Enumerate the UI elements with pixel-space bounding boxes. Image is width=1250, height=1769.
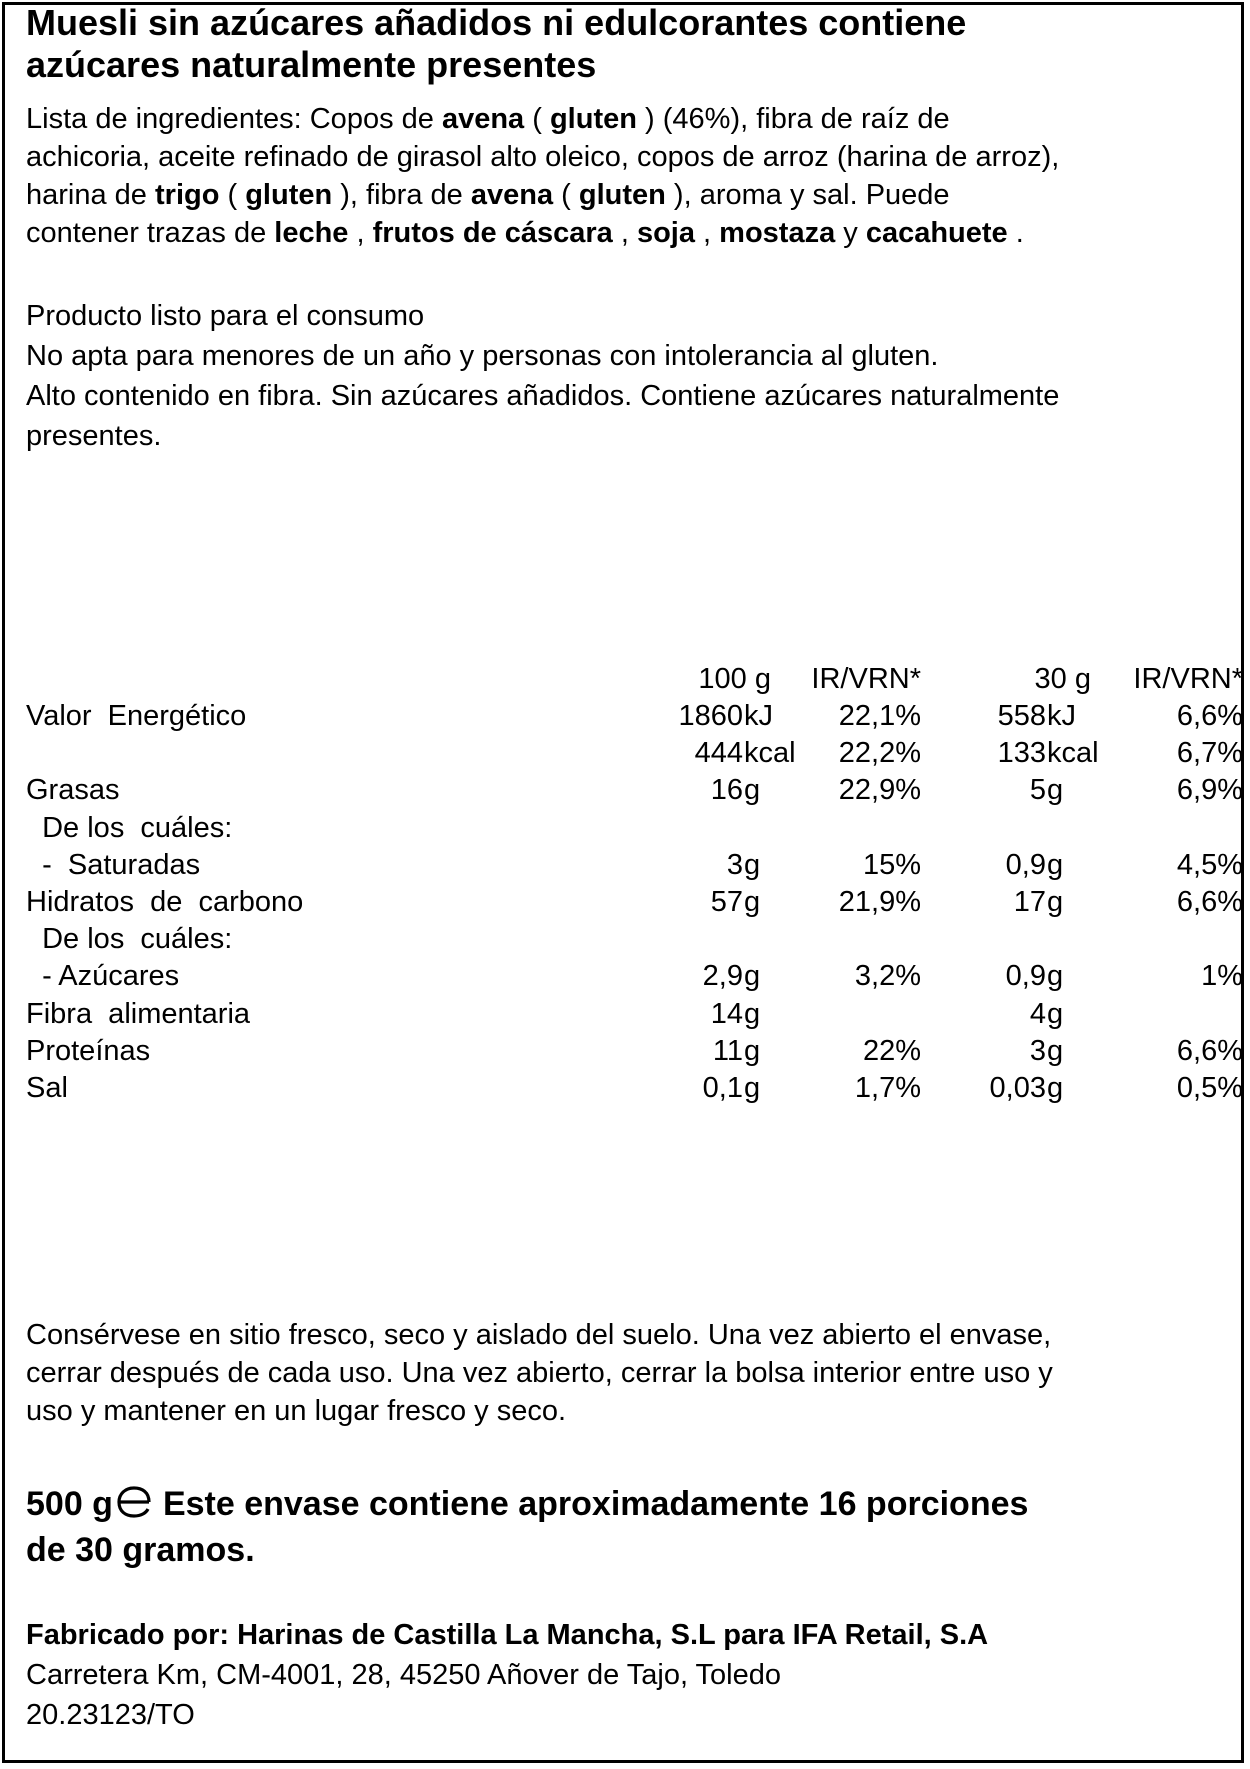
header-per-100g: 100 g <box>698 663 771 695</box>
portions-text-cont: de 30 gramos. <box>26 1531 255 1569</box>
estimated-sign-icon <box>115 1485 153 1519</box>
nutrition-row <box>26 958 1243 995</box>
value-100g: 1860 <box>678 700 743 732</box>
ir-30g: 0,5% <box>1176 1072 1243 1104</box>
note-ready: Producto listo para el consumo <box>26 300 425 332</box>
storage-instructions: Consérvese en sitio fresco, seco y aislado del suelo. Una vez abierto el envase, cerrar después de cada uso. Una vez abierto, cerrar la bolsa interior entre uso y uso y mantener en un lugar fresco y seco. <box>26 1319 1053 1427</box>
ir-30g: 6,9% <box>1176 774 1243 807</box>
registry-number: 20.23123/TO <box>26 1699 195 1731</box>
unit-30g: g <box>1047 997 1064 1030</box>
unit-100g: g <box>744 886 761 918</box>
ingredients-list: Lista de ingredientes: Copos de avena ( gluten ) (46%), fibra de raíz de achicoria, aceite refinado de girasol alto oleico, copos de arroz (harina de arroz), harina de trigo ( gluten ), fibra de avena ( gluten ), aroma y sal. Puede contener trazas de leche , frutos de cáscara , soja , mostaza y cacahuete . <box>26 103 1060 249</box>
nutrition-row <box>26 996 1226 1033</box>
value-30g: 3 <box>1029 1034 1046 1067</box>
product-notes <box>26 296 1059 456</box>
manufacturer-info <box>26 1615 988 1735</box>
unit-100g: g <box>744 960 761 993</box>
nutrition-header-row <box>26 661 1243 698</box>
header-per-30g: 30 g <box>1034 663 1091 695</box>
ir-30g <box>1091 810 1243 847</box>
nutrient-label: - Saturadas <box>26 848 201 881</box>
unit-100g: g <box>744 997 761 1030</box>
ir-30g: 1% <box>1201 960 1243 993</box>
nutrient-label: Grasas <box>26 774 120 807</box>
header-ir-100g: IR/VRN* <box>811 663 921 695</box>
ir-100g: 22,1% <box>838 700 921 732</box>
unit-100g: g <box>744 1034 761 1067</box>
value-100g: 444 <box>694 737 743 770</box>
header-ir-30g: IR/VRN* <box>1133 663 1243 695</box>
nutrition-row <box>26 1033 1243 1070</box>
value-100g: 14 <box>710 997 743 1030</box>
nutrient-label: Sal <box>26 1072 68 1104</box>
nutrient-label: Hidratos de carbono <box>26 886 304 918</box>
ir-100g: 15% <box>862 848 921 881</box>
unit-30g: g <box>1047 886 1064 918</box>
value-30g: 0,03 <box>989 1072 1046 1104</box>
ir-30g: 6,6% <box>1176 886 1243 918</box>
value-30g: 5 <box>1029 774 1046 807</box>
ir-100g: 1,7% <box>854 1072 921 1104</box>
value-30g: 17 <box>1013 886 1046 918</box>
net-weight: 500 g <box>26 1485 113 1523</box>
unit-30g: kJ <box>1047 700 1076 732</box>
unit-100g: kJ <box>744 700 773 732</box>
ir-30g: 6,6% <box>1176 1034 1243 1067</box>
unit-100g: g <box>744 1072 761 1104</box>
ir-100g <box>766 921 921 958</box>
ir-100g <box>766 810 921 847</box>
nutrition-row <box>26 810 1226 847</box>
unit-30g: g <box>1047 960 1064 993</box>
unit-30g: g <box>1047 848 1064 881</box>
nutrient-label: Proteínas <box>26 1034 151 1067</box>
ir-30g: 6,7% <box>1176 737 1243 770</box>
ir-30g: 4,5% <box>1176 848 1243 881</box>
note-fibre: Alto contenido en fibra. Sin azúcares añadidos. Contiene azúcares naturalmente <box>26 380 1060 412</box>
ir-100g: 3,2% <box>854 960 921 993</box>
nutrient-label: De los cuáles: <box>26 923 233 956</box>
nutrition-row <box>26 921 1226 958</box>
nutrition-row <box>26 735 1243 772</box>
unit-30g: g <box>1047 774 1064 807</box>
nutrition-row <box>26 847 1243 884</box>
unit-30g: kcal <box>1047 737 1099 770</box>
nutrient-label: Valor Energético <box>26 700 247 732</box>
ir-100g: 21,9% <box>838 886 921 918</box>
value-30g: 133 <box>997 737 1046 770</box>
value-100g: 2,9 <box>702 960 743 993</box>
value-30g <box>926 810 1046 847</box>
value-30g: 0,9 <box>1005 960 1046 993</box>
unit-30g: g <box>1047 1072 1064 1104</box>
unit-30g: g <box>1047 1034 1064 1067</box>
ir-30g <box>1091 921 1243 958</box>
value-30g <box>926 921 1046 958</box>
value-100g: 57 <box>710 886 743 918</box>
portions-text: Este envase contiene aproximadamente 16 porciones <box>162 1485 1029 1523</box>
value-100g: 11 <box>712 1034 743 1067</box>
value-30g: 558 <box>997 700 1046 732</box>
note-not-suitable: No apta para menores de un año y personas con intolerancia al gluten. <box>26 340 939 372</box>
nutrient-label: Fibra alimentaria <box>26 997 251 1030</box>
value-30g: 0,9 <box>1005 848 1046 881</box>
value-100g <box>606 921 743 958</box>
ir-100g: 22,9% <box>838 774 921 807</box>
value-30g: 4 <box>1029 997 1046 1030</box>
nutrient-label: - Azúcares <box>26 960 180 993</box>
ir-100g <box>766 996 921 1033</box>
package-info <box>26 1481 1028 1573</box>
note-fibre-cont: presentes. <box>26 420 162 452</box>
value-100g: 16 <box>710 774 743 807</box>
unit-100g: g <box>744 848 761 881</box>
nutrient-label: De los cuáles: <box>26 811 233 844</box>
ir-100g: 22% <box>862 1034 921 1067</box>
nutrition-row <box>26 772 1243 809</box>
value-100g: 0,1 <box>702 1072 743 1104</box>
manufacturer-address: Carretera Km, CM-4001, 28, 45250 Añover de Tajo, Toledo <box>26 1659 781 1691</box>
nutrition-row <box>26 698 1243 735</box>
ir-100g: 22,2% <box>838 737 921 770</box>
unit-100g: g <box>744 774 761 807</box>
ir-30g: 6,6% <box>1176 700 1243 732</box>
value-100g: 3 <box>726 848 743 881</box>
unit-100g: kcal <box>744 737 796 770</box>
ir-30g <box>1091 996 1243 1033</box>
nutrition-row <box>26 884 1243 921</box>
value-100g <box>606 810 743 847</box>
nutrition-row <box>26 1070 1243 1107</box>
product-title: Muesli sin azúcares añadidos ni edulcorantes contiene azúcares naturalmente presentes <box>26 2 967 85</box>
manufacturer-name: Fabricado por: Harinas de Castilla La Mancha, S.L para IFA Retail, S.A <box>26 1619 989 1651</box>
